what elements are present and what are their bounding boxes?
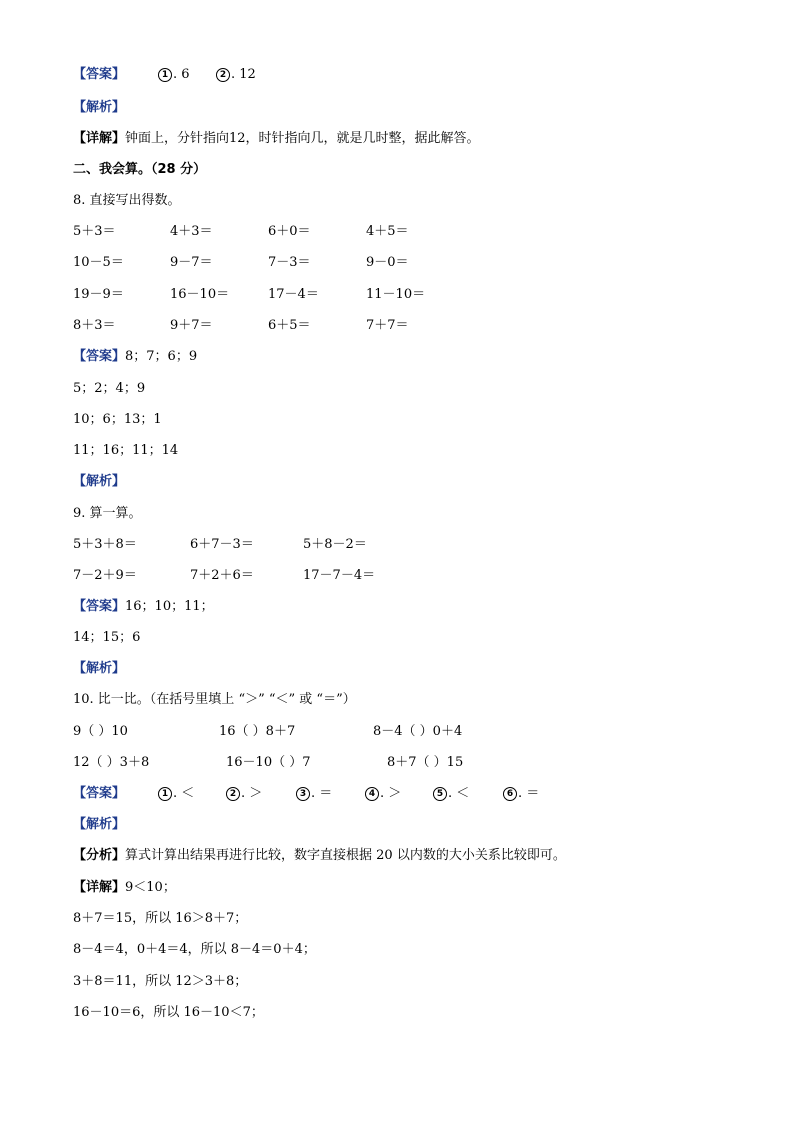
q10-detail-line: 8－4＝4，0＋4＝4，所以 8－4＝0＋4；	[73, 942, 316, 957]
q10-answer-2: 2 . ＞	[226, 786, 262, 802]
q9-analysis-tag: 【解析】	[73, 661, 126, 676]
q8-item: 7－3＝	[268, 255, 311, 270]
q9-item: 5＋3＋8＝	[73, 537, 137, 552]
q10-fenxi	[73, 848, 566, 864]
q10-item: 8－4（ ）0＋4	[373, 724, 463, 739]
answer-tag: 【答案】	[73, 786, 126, 801]
q10-title: 10. 比一比。（在括号里填上 “＞” “＜” 或 “＝”）	[73, 692, 356, 707]
q8-item: 17－4＝	[268, 287, 319, 302]
q10-answer-4: 4 . ＞	[365, 786, 401, 802]
detail-text: 钟面上，分针指向12，时针指向几，就是几时整，据此解答。	[125, 131, 480, 146]
q9-item: 5＋8－2＝	[303, 537, 367, 552]
q10-answer-line	[73, 786, 125, 802]
q7-answer-1: 1 . 6	[158, 67, 190, 83]
answer-text: 8；7；6；9	[125, 349, 198, 364]
q10-answer-6: 6 . ＝	[503, 786, 539, 802]
q8-item: 6＋0＝	[268, 224, 311, 239]
q7-answer-line	[73, 67, 125, 83]
answer-text: 16；10；11；	[125, 599, 214, 614]
q10-item: 12（ ）3＋8	[73, 755, 150, 770]
q10-answer-1: 1 . ＜	[158, 786, 194, 802]
circled-number: 5	[433, 787, 447, 801]
q8-item: 4＋5＝	[366, 224, 409, 239]
q8-answer-line	[73, 349, 197, 365]
q8-item: 4＋3＝	[170, 224, 213, 239]
q8-item: 11－10＝	[366, 287, 426, 302]
q8-item: 6＋5＝	[268, 318, 311, 333]
q7-detail	[73, 131, 480, 147]
q8-answer-line: 5；2；4；9	[73, 381, 146, 396]
circled-number: 1	[158, 787, 172, 801]
q9-item: 7＋2＋6＝	[190, 568, 254, 583]
circled-number: 6	[503, 787, 517, 801]
q8-item: 9－0＝	[366, 255, 409, 270]
q10-item: 16－10（ ）7	[226, 755, 311, 770]
q8-item: 8＋3＝	[73, 318, 116, 333]
fenxi-tag: 【分析】	[73, 848, 126, 863]
q9-item: 6＋7－3＝	[190, 537, 254, 552]
q10-item: 8＋7（ ）15	[387, 755, 464, 770]
circled-number: 2	[226, 787, 240, 801]
q8-item: 10－5＝	[73, 255, 124, 270]
q9-answer-line: 14；15；6	[73, 630, 141, 645]
q8-title: 8. 直接写出得数。	[73, 193, 181, 208]
q9-title: 9. 算一算。	[73, 506, 142, 521]
q8-item: 9＋7＝	[170, 318, 213, 333]
detail-text: 9＜10；	[125, 880, 176, 895]
q10-detail-line: 3＋8＝11，所以 12＞3＋8；	[73, 974, 248, 989]
q10-item: 9（ ）10	[73, 724, 128, 739]
q10-detail-line: 16－10＝6，所以 16－10＜7；	[73, 1005, 264, 1020]
q7-answer-2: 2 . 12	[216, 67, 256, 83]
q10-answer-3: 3 . ＝	[296, 786, 332, 802]
q7-analysis-tag: 【解析】	[73, 100, 126, 115]
answer-tag: 【答案】	[73, 349, 126, 364]
answer-tag: 【答案】	[73, 67, 126, 82]
section-title: 二、我会算。（28 分）	[73, 162, 207, 177]
fenxi-text: 算式计算出结果再进行比较，数字直接根据 20 以内数的大小关系比较即可。	[125, 848, 566, 863]
q8-answer-line: 10；6；13；1	[73, 412, 162, 427]
q8-answer-line: 11；16；11；14	[73, 443, 179, 458]
q10-detail	[73, 880, 176, 896]
q10-item: 16（ ）8＋7	[219, 724, 296, 739]
circled-number: 4	[365, 787, 379, 801]
q8-item: 5＋3＝	[73, 224, 116, 239]
answer-tag: 【答案】	[73, 599, 126, 614]
q9-answer-line	[73, 599, 214, 615]
detail-tag: 【详解】	[73, 131, 126, 146]
q10-analysis-tag: 【解析】	[73, 817, 126, 832]
circled-number: 1	[158, 68, 172, 82]
q8-item: 16－10＝	[170, 287, 230, 302]
q8-item: 7＋7＝	[366, 318, 409, 333]
detail-tag: 【详解】	[73, 880, 126, 895]
q8-analysis-tag: 【解析】	[73, 474, 126, 489]
circled-number: 2	[216, 68, 230, 82]
q9-item: 7－2＋9＝	[73, 568, 137, 583]
q8-item: 9－7＝	[170, 255, 213, 270]
q8-item: 19－9＝	[73, 287, 124, 302]
circled-number: 3	[296, 787, 310, 801]
q10-detail-line: 8＋7＝15，所以 16＞8＋7；	[73, 911, 248, 926]
q10-answer-5: 5 . ＜	[433, 786, 469, 802]
q9-item: 17－7－4＝	[303, 568, 376, 583]
